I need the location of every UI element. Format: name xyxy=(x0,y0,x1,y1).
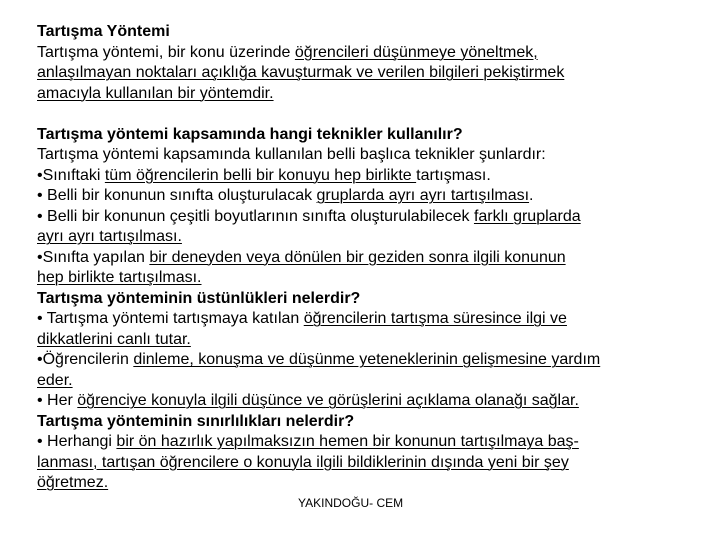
text-run: • Her xyxy=(37,392,78,409)
underlined-text: öğrencilerin tartışma süresince ilgi ve xyxy=(303,310,567,327)
intro-line: Tartışma yöntemi kapsamında kullanılan belli başlıca teknikler şunlardır: xyxy=(37,146,546,163)
list-item-continuation xyxy=(37,330,687,351)
list-item xyxy=(37,350,687,371)
paragraph-line xyxy=(37,84,687,105)
list-item xyxy=(37,248,687,269)
list-item xyxy=(37,309,687,330)
underlined-text: eder. xyxy=(37,371,73,389)
list-item xyxy=(37,186,687,207)
list-item-continuation xyxy=(37,227,687,248)
heading-teknikler: Tartışma yöntemi kapsamında hangi teknikler kullanılır? xyxy=(37,125,463,143)
text-run: •Sınıfta yapılan xyxy=(37,248,150,266)
heading-tartisma-yontemi: Tartışma Yöntemi xyxy=(37,23,170,40)
underlined-text: hep birlikte tartışılması. xyxy=(37,269,202,286)
underlined-text: dinleme, konuşma ve düşünme yeteneklerinin gelişmesine yardım xyxy=(133,351,601,368)
list-item xyxy=(37,166,687,187)
list-item xyxy=(37,391,687,412)
list-item xyxy=(37,432,687,453)
text-run: •Öğrencilerin xyxy=(37,351,134,368)
text-run: • Tartışma yöntemi tartışmaya katılan xyxy=(37,310,304,327)
underlined-text: bir ön hazırlık yapılmaksızın hemen bir konunun tartışılmaya baş- xyxy=(116,433,579,450)
text-run: • Belli bir konunun çeşitli boyutlarının sınıfta oluşturulabilecek xyxy=(37,207,474,225)
text-run: . xyxy=(529,187,534,204)
underlined-text: amacıyla kullanılan bir yöntemdir. xyxy=(37,84,274,102)
underlined-text: lanması, tartışan öğrencilere o konuyla ilgili bildiklerinin dışında yeni bir şey xyxy=(37,453,569,471)
paragraph-line xyxy=(37,43,687,64)
underlined-text: tüm öğrencilerin belli bir konuyu hep birlikte xyxy=(104,166,417,184)
heading-sinirliliklar: Tartışma yönteminin sınırlılıkları nelerdir? xyxy=(37,412,355,430)
underlined-text: bir deneyden veya dönülen bir geziden sonra ilgili konunun xyxy=(149,248,566,266)
list-item-continuation xyxy=(37,453,687,474)
text-run: • Herhangi xyxy=(37,433,117,450)
heading-ustunlukler: Tartışma yönteminin üstünlükleri nelerdir? xyxy=(37,289,361,307)
underlined-text: dikkatlerini canlı tutar. xyxy=(37,330,191,348)
text-run: Tartışma yöntemi, bir konu üzerinde xyxy=(37,43,295,61)
list-item-continuation xyxy=(37,473,687,494)
underlined-text: farklı gruplarda xyxy=(473,207,581,225)
document-body xyxy=(37,22,687,494)
text-run: •Sınıftaki xyxy=(37,166,105,184)
underlined-text: öğrencileri düşünmeye yöneltmek, xyxy=(294,43,538,61)
text-run: tartışması. xyxy=(416,166,491,184)
list-item xyxy=(37,207,687,228)
underlined-text: öğretmez. xyxy=(37,474,109,491)
paragraph-line xyxy=(37,63,687,84)
text-run: • Belli bir konunun sınıfta oluşturulacak xyxy=(37,187,317,204)
underlined-text: gruplarda ayrı ayrı tartışılması xyxy=(316,187,530,204)
footer-credit: YAKINDOĞU- CEM xyxy=(298,496,404,510)
list-item-continuation xyxy=(37,371,687,392)
underlined-text: öğrenciye konuyla ilgili düşünce ve görüşlerini açıklama olanağı sağlar. xyxy=(77,392,579,409)
spacer xyxy=(37,104,687,125)
underlined-text: ayrı ayrı tartışılması. xyxy=(37,228,182,245)
list-item-continuation xyxy=(37,268,687,289)
underlined-text: anlaşılmayan noktaları açıklığa kavuşturmak ve verilen bilgileri pekiştirmek xyxy=(37,64,565,81)
